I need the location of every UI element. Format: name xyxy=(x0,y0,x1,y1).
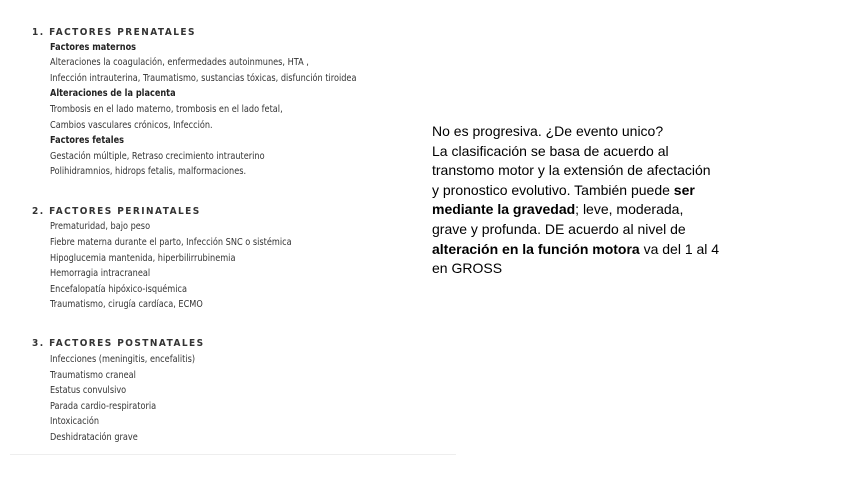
note-line xyxy=(432,259,832,279)
group-heading-fetal: Factores fetales xyxy=(50,135,124,146)
list-item: Cambios vasculares crónicos, Infección. xyxy=(50,120,213,131)
list-item: Intoxicación xyxy=(50,416,100,427)
section-title-postnatal: 3. FACTORES POSTNATALES xyxy=(32,338,205,349)
note-bold-text: alteración en la función motora xyxy=(432,240,640,257)
risk-factors-panel xyxy=(10,22,456,455)
list-item: Hemorragia intracraneal xyxy=(50,268,151,279)
list-item: Parada cardio-respiratoria xyxy=(50,401,157,412)
list-item: Alteraciones la coagulación, enfermedades autoinmunes, HTA , xyxy=(50,57,309,68)
list-item: Fiebre materna durante el parto, Infección SNC o sistémica xyxy=(50,237,292,248)
note-line xyxy=(432,161,832,181)
section-title-perinatal: 2. FACTORES PERINATALES xyxy=(32,206,201,217)
list-item: Traumatismo, cirugía cardíaca, ECMO xyxy=(50,299,203,310)
group-heading-maternal: Factores maternos xyxy=(50,42,137,53)
note-line xyxy=(432,142,832,162)
note-text: grave y profunda. DE acuerdo al nivel de xyxy=(432,220,686,237)
note-bold-text: mediante la gravedad xyxy=(432,201,576,218)
note-line xyxy=(432,220,832,240)
list-item: Prematuridad, bajo peso xyxy=(50,221,151,232)
note-text: La clasificación se basa de acuerdo al xyxy=(432,142,669,159)
list-item: Hipoglucemia mantenida, hiperbilirrubinemia xyxy=(50,253,236,264)
list-item: Gestación múltiple, Retraso crecimiento intrauterino xyxy=(50,151,265,162)
note-text: transtomo motor y la extensión de afectación xyxy=(432,162,711,179)
note-line xyxy=(432,122,832,142)
note-line xyxy=(432,240,832,260)
group-heading-placenta: Alteraciones de la placenta xyxy=(50,88,176,99)
list-item: Polihidramnios, hidrops fetalis, malformaciones. xyxy=(50,166,247,177)
list-item: Estatus convulsivo xyxy=(50,385,127,396)
list-item: Trombosis en el lado materno, trombosis en el lado fetal, xyxy=(50,104,283,115)
note-text: y pronostico evolutivo. También puede xyxy=(432,181,674,198)
notes-paragraph xyxy=(432,122,832,279)
list-item: Deshidratación grave xyxy=(50,432,138,443)
note-text: va del 1 al 4 xyxy=(639,240,720,257)
list-item: Infección intrauterina, Traumatismo, sustancias tóxicas, disfunción tiroidea xyxy=(50,73,357,84)
note-text: en GROSS xyxy=(432,260,503,277)
note-text: ; leve, moderada, xyxy=(575,201,684,218)
section-title-prenatal: 1. FACTORES PRENATALES xyxy=(32,27,196,38)
note-line xyxy=(432,181,832,201)
note-text: No es progresiva. ¿De evento unico? xyxy=(432,123,664,139)
list-item: Encefalopatía hipóxico-isquémica xyxy=(50,284,188,295)
note-bold-text: ser xyxy=(673,181,695,198)
list-item: Infecciones (meningitis, encefalitis) xyxy=(50,354,196,365)
list-item: Traumatismo craneal xyxy=(50,370,136,381)
note-line xyxy=(432,200,832,220)
